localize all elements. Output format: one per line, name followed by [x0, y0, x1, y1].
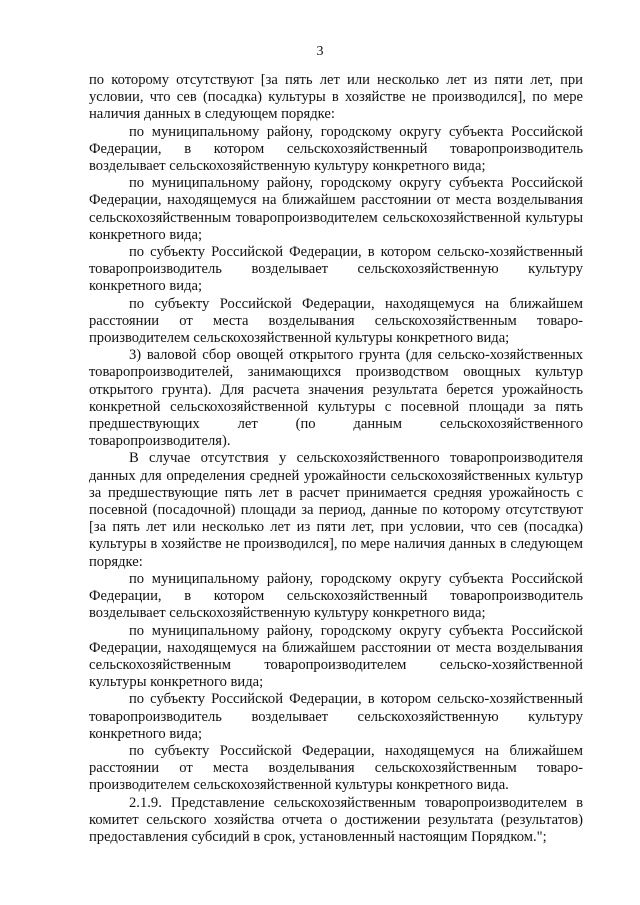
paragraph-municipal-district: по муниципальному району, городскому округу субъекта Российской Федерации, в котором сельскохозяйственный товаропроизводитель возделывает сельскохозяйственную культуру конкретного вида;	[89, 123, 583, 175]
paragraph-clause-2-1-9: 2.1.9. Представление сельскохозяйственным товаропроизводителем в комитет сельского хозяйства отчета о достижении результата (результатов) предоставления субсидий в срок, установленный настоящим Порядком.";	[89, 794, 583, 845]
paragraph-nearest-municipal-district: по муниципальному району, городскому округу субъекта Российской Федерации, находящемуся на ближайшем расстоянии от места возделывания сельскохозяйственным товаропроизводителем сельскохозяйственной культуры конкретного вида;	[89, 175, 583, 243]
paragraph-federal-subject: по субъекту Российской Федерации, в котором сельско-хозяйственный товаропроизводитель возделывает сельскохозяйственную культуру конкретного вида;	[89, 244, 583, 295]
paragraph-municipal-district-2: по муниципальному району, городскому округу субъекта Российской Федерации, в котором сельскохозяйственный товаропроизводитель возделывает сельскохозяйственную культуру конкретного вида;	[89, 570, 583, 622]
paragraph-federal-subject-2: по субъекту Российской Федерации, в котором сельско-хозяйственный товаропроизводитель возделывает сельскохозяйственную культуру конкретного вида;	[89, 691, 583, 742]
paragraph-missing-data: В случае отсутствия у сельскохозяйственного товаропроизводителя данных для определения средней урожайности сельскохозяйственных культур за предшествующие пять лет в расчет принимается средняя урожайность с посевной (посадочной) площади за период, данные по которому отсутствуют [за пять лет или несколько лет из пяти лет, при условии, что сев (посадка) культуры в хозяйстве не производился], по мере наличия данных в следующем порядке:	[89, 450, 583, 570]
paragraph-continuation: по которому отсутствуют [за пять лет или несколько лет из пяти лет, при условии, что сев (посадка) культуры в хозяйстве не производился], по мере наличия данных в следующем порядке:	[89, 72, 583, 123]
paragraph-item-3-vegetables: 3) валовой сбор овощей открытого грунта (для сельско-хозяйственных товаропроизводителей, занимающихся производством овощных культур открытого грунта). Для расчета значения результата берется урожайность конкретной сельскохозяйственной культуры с посевной площади за пять предшествующих лет (по данным сельскохозяйственного товаропроизводителя).	[89, 347, 583, 450]
document-body	[89, 72, 583, 846]
paragraph-nearest-municipal-district-2: по муниципальному району, городскому округу субъекта Российской Федерации, находящемуся на ближайшем расстоянии от места возделывания сельскохозяйственным товаропроизводителем сельско-хозяйственной культуры конкретного вида;	[89, 622, 583, 691]
paragraph-nearest-federal-subject: по субъекту Российской Федерации, находящемуся на ближайшем расстоянии от места возделывания сельскохозяйственным товаро-производителем сельскохозяйственной культуры конкретного вида;	[89, 295, 583, 347]
paragraph-nearest-federal-subject-2: по субъекту Российской Федерации, находящемуся на ближайшем расстоянии от места возделывания сельскохозяйственным товаро-производителем сельскохозяйственной культуры конкретного вида.	[89, 742, 583, 794]
page-number: 3	[316, 44, 324, 59]
